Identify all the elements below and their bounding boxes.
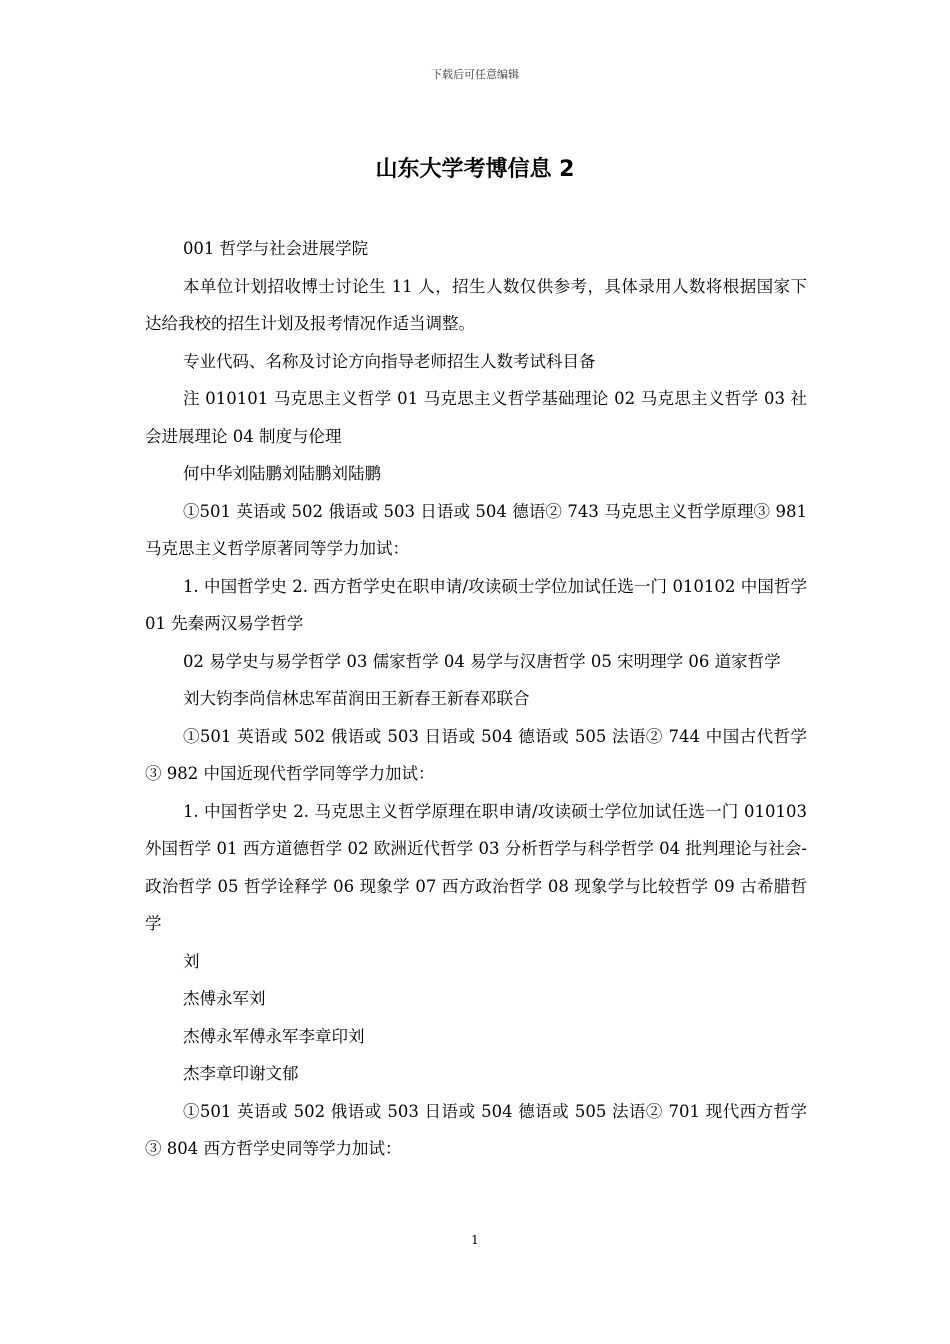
paragraph: 1. 中国哲学史 2. 马克思主义哲学原理在职申请/攻读硕士学位加试任选一门 010103 外国哲学 01 西方道德哲学 02 欧洲近代哲学 03 分析哲学与科学哲学 04 批判理论与社会-政治哲学 05 哲学诠释学 06 现象学 07 西方政治哲学 08 现象学与比较哲学 09 古希腊哲学 bbox=[145, 801, 807, 933]
paragraph: 刘 bbox=[182, 951, 200, 971]
paragraph: 001 哲学与社会进展学院 bbox=[182, 239, 369, 258]
paragraph: 02 易学史与易学哲学 03 儒家哲学 04 易学与汉唐哲学 05 宋明理学 06 道家哲学 bbox=[182, 651, 781, 671]
paragraph: 杰傅永军傅永军李章印刘 bbox=[182, 1026, 365, 1046]
paragraph: 本单位计划招收博士讨论生 11 人，招生人数仅供参考，具体录用人数将根据国家下达给我校的招生计划及报考情况作适当调整。 bbox=[145, 276, 807, 333]
header-note: 下载后可任意编辑 bbox=[431, 68, 519, 81]
paragraph: 注 010101 马克思主义哲学 01 马克思主义哲学基础理论 02 马克思主义哲学 03 社会进展理论 04 制度与伦理 bbox=[145, 389, 807, 446]
paragraph: 1. 中国哲学史 2. 西方哲学史在职申请/攻读硕士学位加试任选一门 010102 中国哲学 01 先秦两汉易学哲学 bbox=[145, 576, 807, 633]
document-body bbox=[145, 230, 807, 1168]
paragraph: 杰李章印谢文郁 bbox=[182, 1064, 299, 1083]
paragraph: ①501 英语或 502 俄语或 503 日语或 504 德语或 505 法语② 744 中国古代哲学③ 982 中国近现代哲学同等学力加试： bbox=[145, 726, 807, 783]
paragraph: ①501 英语或 502 俄语或 503 日语或 504 德语或 505 法语② 701 现代西方哲学③ 804 西方哲学史同等学力加试： bbox=[145, 1101, 807, 1158]
paragraph: 刘大钧李尚信林忠军苗润田王新春王新春邓联合 bbox=[182, 689, 530, 708]
paragraph: ①501 英语或 502 俄语或 503 日语或 504 德语② 743 马克思主义哲学原理③ 981 马克思主义哲学原著同等学力加试： bbox=[145, 501, 807, 558]
page-number: 1 bbox=[471, 1233, 479, 1247]
paragraph: 杰傅永军刘 bbox=[182, 989, 266, 1008]
document-title: 山东大学考博信息 2 bbox=[375, 157, 575, 182]
paragraph: 专业代码、名称及讨论方向指导老师招生人数考试科目备 bbox=[182, 351, 596, 371]
paragraph: 何中华刘陆鹏刘陆鹏刘陆鹏 bbox=[182, 464, 381, 483]
